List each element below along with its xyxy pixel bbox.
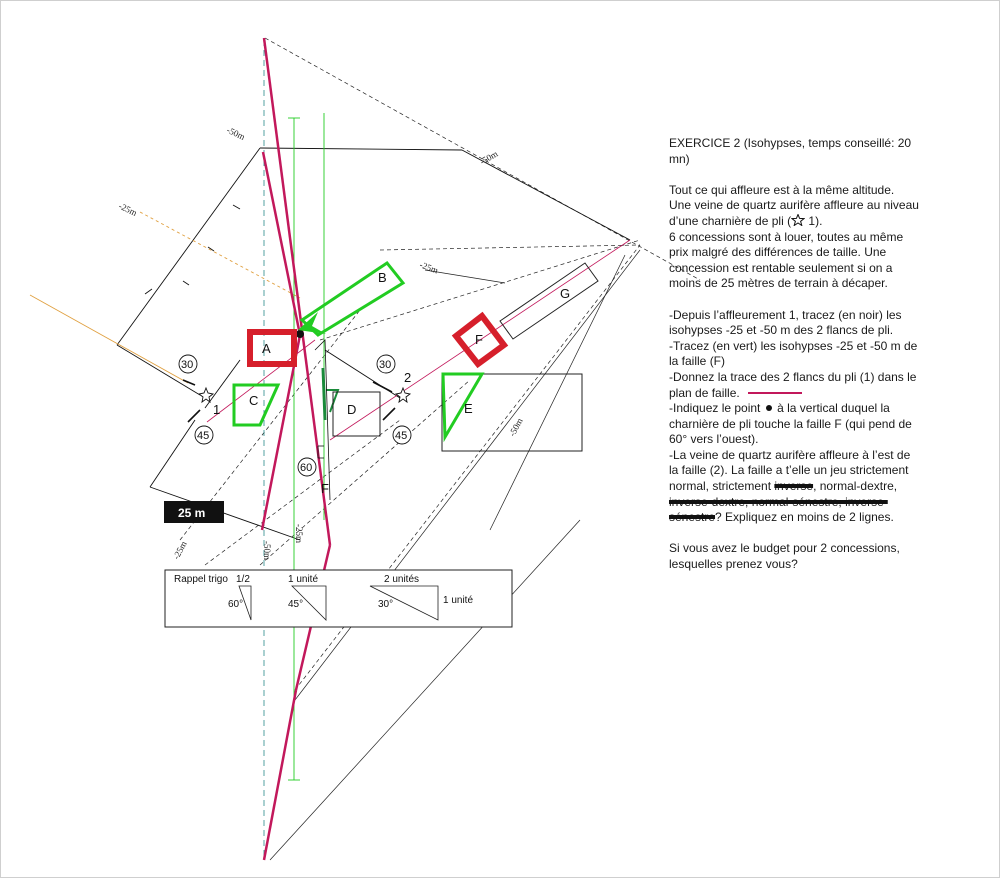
isohypse-label: -50m bbox=[506, 416, 525, 438]
concession-f bbox=[456, 316, 504, 364]
isohypse-label: -25m bbox=[170, 539, 189, 561]
svg-text:60°: 60° bbox=[228, 599, 244, 610]
circled-45-west: 45 bbox=[197, 430, 210, 442]
concession-b bbox=[302, 263, 403, 335]
intro-line-2: Une veine de quartz aurifère affleure au niveau d’une charnière de pli ( 1). bbox=[669, 198, 919, 228]
fault-isohypses bbox=[264, 40, 338, 860]
isohypse-lines bbox=[117, 148, 630, 540]
question-4: -Indiquez le point à la vertical duquel la charnière de pli touche la faille F (qui pend de 60° vers l’ouest). bbox=[669, 401, 912, 447]
circled-60-fault: 60 bbox=[300, 462, 313, 474]
svg-text:1 unité: 1 unité bbox=[443, 595, 474, 606]
fold-traces bbox=[207, 38, 630, 860]
circled-30-east: 30 bbox=[379, 359, 392, 371]
isohypse-label: -25m bbox=[418, 259, 440, 276]
isohypse-label: -50m bbox=[225, 124, 247, 142]
circled-30-west: 30 bbox=[181, 359, 194, 371]
svg-text:2 unités: 2 unités bbox=[384, 574, 420, 585]
exercise-text bbox=[669, 136, 921, 573]
circled-45-east: 45 bbox=[395, 430, 408, 442]
red-trace-sample bbox=[748, 392, 802, 394]
svg-text:F: F bbox=[475, 332, 483, 347]
svg-text:1/2: 1/2 bbox=[236, 574, 250, 585]
trig-reminder-box bbox=[165, 570, 512, 627]
question-6: Si vous avez le budget pour 2 concessions, lesquelles prenez vous? bbox=[669, 541, 900, 572]
fold-fault-contact-point bbox=[296, 330, 304, 338]
svg-text:1 unité: 1 unité bbox=[288, 574, 319, 585]
struck-option: inverse bbox=[774, 479, 814, 494]
svg-text:B: B bbox=[378, 270, 387, 285]
scale-bar bbox=[164, 501, 224, 523]
point-dot-icon bbox=[766, 405, 772, 411]
concession-c bbox=[234, 385, 278, 425]
fault-f-outline bbox=[315, 340, 330, 500]
isohypse-label: -50m bbox=[262, 541, 272, 560]
concession-a bbox=[250, 332, 294, 364]
isohypse-label: -50m bbox=[478, 148, 500, 167]
orange-isohypse bbox=[30, 212, 300, 383]
outcrop-2-label: 2 bbox=[404, 370, 412, 385]
question-1: -Depuis l’affleurement 1, tracez (en noir) les isohypses -25 et -50 m des 2 flancs de pli. bbox=[669, 307, 902, 338]
fault-label: F bbox=[321, 481, 329, 496]
svg-text:25 m: 25 m bbox=[178, 506, 206, 520]
star-icon bbox=[791, 214, 805, 226]
svg-text:D: D bbox=[347, 402, 357, 417]
struck-options: inverse-dextre, normal-sénestre, inverse-sénestre bbox=[669, 494, 888, 525]
question-3: -Donnez la trace des 2 flancs du pli (1) dans le plan de faille. bbox=[669, 369, 917, 400]
outcrop-2-star-icon bbox=[396, 388, 410, 402]
svg-text:C: C bbox=[249, 393, 259, 408]
intro-line-3: 6 concessions sont à louer, toutes au même prix malgré des différences de taille. Une concession est rentable seulement si on a moins de 25 mètres de terrain à décaper. bbox=[669, 229, 904, 291]
isohypse-label: -25m bbox=[294, 524, 304, 543]
svg-text:45°: 45° bbox=[288, 599, 304, 610]
outcrop-1-label: 1 bbox=[213, 402, 221, 417]
svg-text:A: A bbox=[262, 341, 271, 356]
svg-text:G: G bbox=[560, 286, 571, 301]
svg-text:30°: 30° bbox=[378, 599, 394, 610]
question-5: -La veine de quartz aurifère affleure à l’est de la faille (2). La faille a t’elle un jeu strictement normal, strictement inverse, normal-dextre, inverse-dextre, normal-sénestre, inverse-sénestre? Expliquez en moins de 2 lignes. bbox=[669, 447, 911, 525]
question-2: -Tracez (en vert) les isohypses -25 et -50 m de la faille (F) bbox=[669, 338, 918, 369]
concession-g bbox=[500, 263, 598, 339]
isohypse-label: -25m bbox=[117, 200, 139, 218]
svg-text:E: E bbox=[464, 401, 473, 416]
intro-line-1: Tout ce qui affleure est à la même altitude. bbox=[669, 182, 895, 197]
construction-lines bbox=[180, 38, 700, 860]
concession-d bbox=[333, 392, 380, 436]
svg-text:Rappel trigo: Rappel trigo bbox=[174, 574, 228, 585]
exercise-title: EXERCICE 2 (Isohypses, temps conseillé: 20 mn) bbox=[669, 136, 912, 166]
